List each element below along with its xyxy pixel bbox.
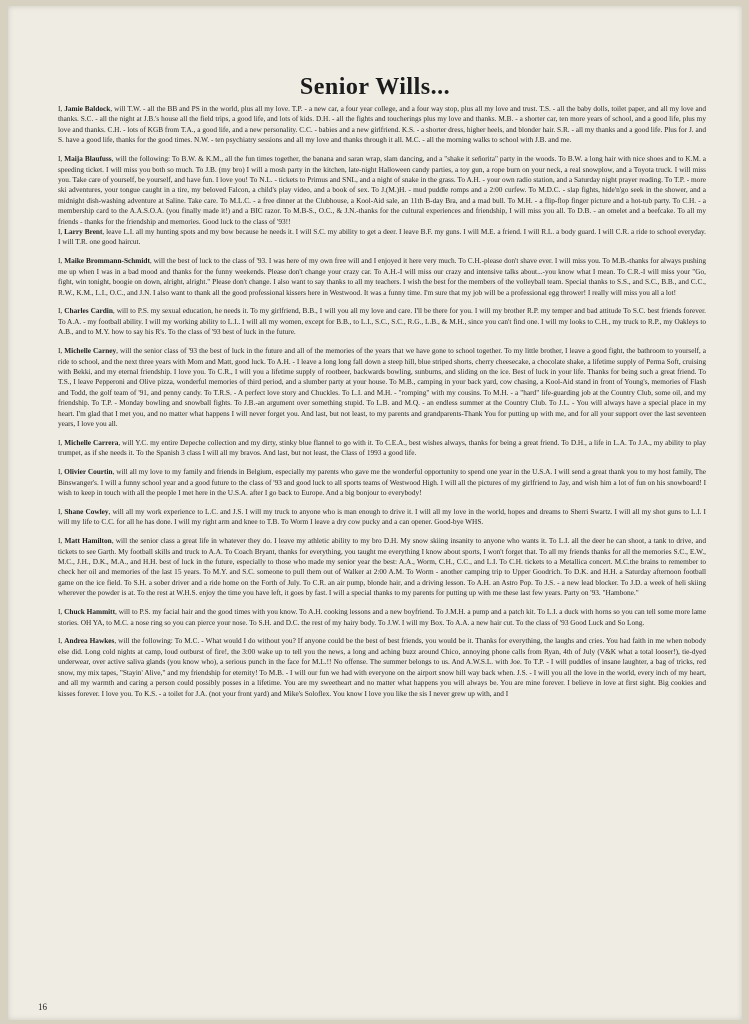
- will-entry: I, Michelle Carney, will the senior class of '93 the best of luck in the future and all of the memories of the years that we have gone to school together. To my little brother, I leave a good fight, the bathroom to yourself, a ride to school, and the next three years with Mom and Matt, good luck. To A.H. - I leave a long long fall down a steep hill, blue striped shorts, cherry cheesecake, a chocolate shake, a lifetime supply of Perma Soft, cruising with Bekki, and my eternal friendship. I love you. To C.R., I will you a lifetime supply of rootbeer, backwards bowling, sunburns, and sliding on the ice. Best of luck in your life. Thanks for being such a great friend. To T.S., I leave Pepperoni and Olive pizza, wonderful memories of third period, and a slumber party at your house. To M.B., camping in your back yard, cow chasing, a Kool-Aid stand in front of Young's, memories of Flash and Todd, the golf team of '91, and penny candy. To T.R.S. - A perfect love story and Chuckles. To L.I. and M.H. - "romping" with my cousins. To M.H. - a "hard" life-guarding job at the Country Club, some oil, and my friendship. To T.P. - Monday bowling and snowball fights. To J.B.-an argument over something stupid. To L.B. and M.Q. - an endless summer at the Country Club. To J.L. - You will always have a special place in my heart. I'm glad that I met you, and no matter what happens I will never forget you. And last, but not least, to my parents and grandparents-Thank You for putting up with me, and for all your support over the last seventeen years, I love you all.: [58, 346, 706, 428]
- will-entry: I, Andrea Hawkes, will the following: To M.C. - What would I do without you? If anyone could be the best of best friends, you would be it. Thanks for everything, the laughs and cries. You had faith in me when nobody else did. Long cold nights at camp, loud outburst of fire!, the 3:00 wake up to tell you the news, a long and aching buzz around Chico, annoying phone calls from Ryan, 4th of July (V&K what a total looser!), tie-dyed underwear, over active saliva glands (you know who), a serious punch in the face for M.L.!! No offense. The summer belongs to us. And A.W.S.L. with Joe. To T.P. - I will puddles of insane laughter, a bag of tricks, red snow, my mix tapes, "Stayin' Alive," and my friendship for eternity! To M.B. - I will our fun we had with everyone on the airport snow hill way back when. J.S. - I will you all the love in the world, every inch of my heart, and all my warmth and caring a person could possibly posses in a lifetime. You are my sweetheart and no matter what happens you will always be. You are mine forever. I believe in love at first sight. Big cookies and kisses forever. I love you. To K.S. - a toilet for J.A. (not your front yard) and Mike's Soloflex. You know I love you like the sis I never grew up with, and I: [58, 636, 706, 698]
- will-entry: I, Olivier Courtin, will all my love to my family and friends in Belgium, especially my parents who gave me the wonderful opportunity to spend one year in the U.S.A. I will send a great thank you to my host family, The Binswanger's. I will a funny school year and a good future to the class of '93 and good luck to all sports teams of Westwood High. I will all the pictures of my girlfriend to Jay, and wish him a lot of fun on his snowboard! I wish to keep in touch with all the people I met here in the U.S.A. after I go back to Europe. And a big bonjour to everybody!: [58, 467, 706, 497]
- student-name: Charles Cardin: [64, 306, 113, 316]
- student-name: Michelle Carney: [64, 346, 117, 356]
- will-entry: I, Larry Brent, leave L.I. all my hunting spots and my bow because he needs it. I will S.C. my ability to get a deer. I leave B.F. my guns. I will M.E. a friend. I will R.L. a body guard. I will C.R. a ride to school everyday. I will T.R. one good haircut.: [58, 226, 706, 247]
- will-entry: I, Chuck Hammitt, will to P.S. my facial hair and the good times with you know. To A.H. cooking lessons and a new boyfriend. To J.M.H. a pump and a patch kit. To L.I. a duck with horns so you can tell some more lame stories. OH YA, to M.C. a nose ring so you can pierce your nose. To S.H. and D.C. the rest of my hairy body. To J.W. I will my Box. To A.A. a new hair cut. To the class of '93 Good Luck and So Long.: [58, 607, 706, 627]
- student-name: Chuck Hammitt: [64, 607, 116, 617]
- will-entry: I, Matt Hamilton, will the senior class a great life in whatever they do. I leave my athletic ability to my bro D.H. My snow skiing insanity to anyone who wants it. To L.I. all the deer he can shoot, a tank to drive, and tickets to see Garth. My football skills and truck to A.A. To Coach Bryant, thanks for everything, you taught me everything I know about sports, I won't forget that. To all my friends thanks for all the memories S.C., E.W., M.C., J.H., D.K., M.A., and H.H. best of luck in the future, especially to those who made my senior year the best: A.A., Worm, C.H., C.C., and L.I. To C.H. tickets to a Metallica concert. M.C.the brains to remember to check her oil and memories of the last 15 years. To M.Y. and S.C. someone to pull them out of Walker at 2:00 A.M. To Worm - another camping trip to Upper Goodrich. To D.K. and H.H. a Saturday afternoon football game on the ice field. To S.H. a sober driver and a ride home on the Forth of July. To C.R. an air pump, blonde hair, and a driving lesson. To A.H. an Astro Pop. To J.S. - a new lead blocker. To J.D. a week of heli skiing wherever the powder is at. To the rest at W.H.S. enjoy the time you have left, it goes by fast. I will a special thanks to my parents for putting up with me these last few years. Party on '93. "Hambone.": [58, 536, 706, 598]
- will-entry: I, Charles Cardin, will to P.S. my sexual education, he needs it. To my girlfriend, B.B., I will you all my love and care. I'll be there for you. I will my brother R.P. my temper and bad attitude To S.C. best friends forever. To A.A. - my football ability. I will my working ability to L.I.. I will all my women, except for B.B., to L.I., S.C., S.C., R.G., L.B., & M.H., since you can't find one. I will my looks to C.H., my truck to R.P., my Oakleys to A.B., and to M.Y. how to say his R's. To the class of '93 best of luck in the future.: [58, 306, 706, 337]
- student-name: Maija Blaufuss: [64, 154, 112, 164]
- will-entry: I, Maike Brommann-Schmidt, will the best of luck to the class of '93. I was here of my own free will and I enjoyed it here very much. To C.H.-please don't shave ever. I will miss you. To M.B.-thanks for always pushing me up when I was in a bad mood and thanks for the funny weekends. Please don't change your crazy car. To A.H.-I will miss our crazy and intensive talks about...-you know what I mean. To C.R.-I will miss your "Go, fight, win tonight, boogie on down, alright, alright." Please don't change. I also want to say thanks to all my teachers. I wish the best for the members of the volleyball team. Special thanks to S.S., and S.C., B.B., and C.C., R.W., K.M., L.I., O.C., and J.N. I also want to thank all the good professional kissers here in Westwood. It was a funny time. I'm sure that my job will be a professional egg thrower! I really will miss you all a lot!: [58, 256, 706, 297]
- will-entry: I, Jamie Baldock, will T.W. - all the BB and PS in the world, plus all my love. T.P. - a new car, a four year college, and a four way stop, plus all my love and trust. T.S. - all the baby dolls, toilet paper, and all my love and thanks. S.C. - all the night at J.B.'s house all the field trips, a good life, and lots of kids. D.H. - all the fights and toucherings plus my love and thanks. M.B. - a shorter car, ten more years of school, and a good life, plus my love and thanks. C.H. - lots of KGB from T.A., a good life, and a new personality. C.C. - babies and a new girlfriend. K.S. - a shorter dress, higher heels, and blonder hair. S.R. - all my thanks and a good life. Plus for J. and S. have a good life, thanks for the good times. N.W. - ten psychiatry sessions and all my love and thanks through it all. M.C. - all the morning walks to school with J.B. and me.: [58, 104, 706, 145]
- page-title: Senior Wills...: [299, 74, 451, 100]
- student-name: Andrea Hawkes: [64, 636, 115, 646]
- student-name: Matt Hamilton: [64, 536, 112, 546]
- will-entry: I, Maija Blaufuss, will the following: To B.W. & K.M., all the fun times together, the banana and saran wrap, slam dancing, and a "shake it señorita" party in the woods. To B.W. a long hair with nice shoes and to K.M. a speeding ticket. I will miss you both so much. To J.B. (my bro) I will a mosh party in the kitchen, late-night Halloween candy parties, a toy gun, a rope burn on your neck, a real snowplow, and a Toyota truck. I will miss you. Take care of yourself, be yourself, and have fun. I love you! To N.L. - tickets to Primus and SNL, and a night of snake in the grass. To A.H. - your own radio station, and a Saturday night prayer reading. To T.P. - more ski adventures, your tongue caught in a tire, my beloved Falcon, a child's play video, and a book of sex. To J.(M.)H. - mud puddle romps and a 2:00 curfew. To M.D.C. - slap fights, hide'n'go seek in the shower, and a midnight dish-washing adventure at Saline. Take care. To M.L.C. - a free dinner at the Clubhouse, a Kool-Aid sale, an 11th B-day Bra, and a mad bull. To M.H. - a flip-flop finger picture and a hot-tub party. To C.H. - a membership card to the A.A.S.O.A. (you finally made it!) and a BIC razor. To M.B-S., O.C., & J.N.-thanks for the cultural experiences and friendship, I will miss you all. To D.B. - an omelet and a beefcake. To all my friends - thanks for the friendship and memories. Good luck to the class of '93!!: [58, 154, 706, 226]
- will-entry: I, Michelle Carrera, will Y.C. my entire Depeche collection and my dirty, stinky blue flannel to go with it. To C.E.A., best wishes always, thanks for being a great friend. To D.H., a life in L.A. To J.A., my ability to play trumpet, as if she needs it. To the Spanish 3 class I will all my bravos. And last, but not least, the Class of 1993 a good life.: [58, 437, 706, 458]
- will-entry: I, Shane Cowley, will all my work experience to L.C. and J.S. I will my truck to anyone who is man enough to drive it. I will all my love in the world, hopes and dreams to Sherri Swartz. I will all my shot guns to L.I. I will my life to C.C. for all he has done. I will my right arm and knee to T.B. To Worm I leave a dry cow pucky and a can opener. Good-bye WHS.: [58, 506, 706, 527]
- student-name: Olivier Courtin: [64, 467, 113, 477]
- wills-text: [58, 104, 706, 707]
- student-name: Shane Cowley: [64, 506, 109, 516]
- student-name: Jamie Baldock: [64, 104, 111, 113]
- student-name: Michelle Carrera: [64, 437, 119, 447]
- student-name: Maike Brommann-Schmidt: [64, 256, 150, 266]
- page-number: 16: [38, 1002, 47, 1012]
- yearbook-page: [8, 6, 742, 1020]
- student-name: Larry Brent: [64, 226, 103, 236]
